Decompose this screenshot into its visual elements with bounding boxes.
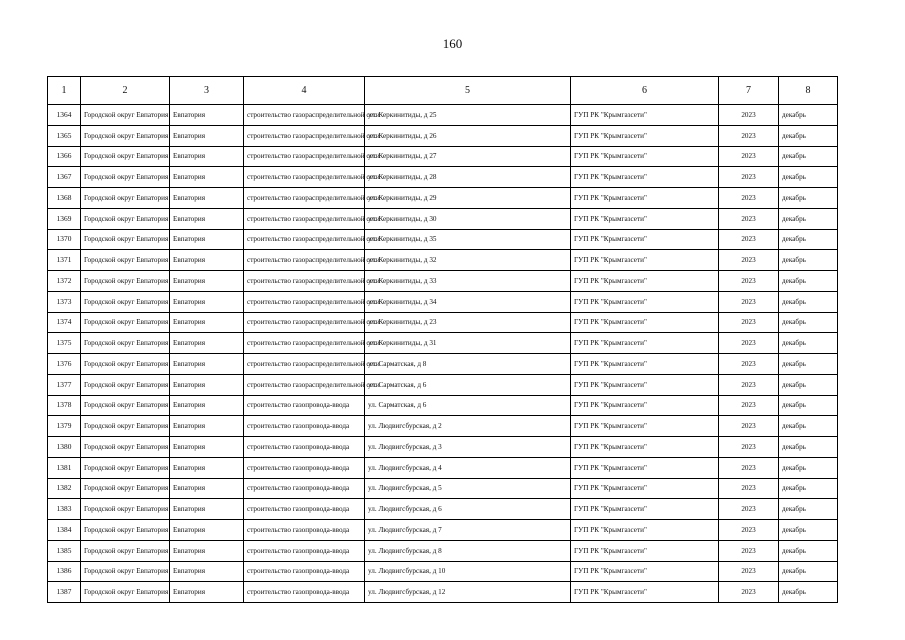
work-type-cell: строительство газораспределительной сети [244,125,365,146]
year-cell: 2023 [719,167,779,188]
work-type-cell: строительство газопровода-ввода [244,478,365,499]
district-cell: Городской округ Евпатория [81,229,170,250]
city-cell: Евпатория [170,540,244,561]
column-header: 4 [244,77,365,105]
district-cell: Городской округ Евпатория [81,520,170,541]
table-row [48,395,838,416]
year-cell: 2023 [719,561,779,582]
year-cell: 2023 [719,374,779,395]
work-type-cell: строительство газопровода-ввода [244,561,365,582]
year-cell: 2023 [719,540,779,561]
year-cell: 2023 [719,229,779,250]
row-number-cell: 1387 [48,582,81,603]
row-number-cell: 1368 [48,188,81,209]
address-cell: ул. Людвигсбурская, д 4 [365,457,571,478]
district-cell: Городской округ Евпатория [81,561,170,582]
table-row [48,437,838,458]
address-cell: ул. Керкинитиды, д 28 [365,167,571,188]
row-number-cell: 1385 [48,540,81,561]
month-cell: декабрь [779,437,838,458]
work-type-cell: строительство газораспределительной сети [244,333,365,354]
year-cell: 2023 [719,499,779,520]
address-cell: ул. Людвигсбурская, д 6 [365,499,571,520]
organization-cell: ГУП РК "Крымгазсети" [571,354,719,375]
work-type-cell: строительство газораспределительной сети [244,312,365,333]
year-cell: 2023 [719,208,779,229]
organization-cell: ГУП РК "Крымгазсети" [571,540,719,561]
month-cell: декабрь [779,146,838,167]
organization-cell: ГУП РК "Крымгазсети" [571,478,719,499]
city-cell: Евпатория [170,499,244,520]
month-cell: декабрь [779,374,838,395]
district-cell: Городской округ Евпатория [81,499,170,520]
year-cell: 2023 [719,312,779,333]
table-row [48,354,838,375]
organization-cell: ГУП РК "Крымгазсети" [571,395,719,416]
table-row [48,271,838,292]
organization-cell: ГУП РК "Крымгазсети" [571,208,719,229]
work-type-cell: строительство газопровода-ввода [244,457,365,478]
district-cell: Городской округ Евпатория [81,333,170,354]
organization-cell: ГУП РК "Крымгазсети" [571,167,719,188]
table-row [48,291,838,312]
organization-cell: ГУП РК "Крымгазсети" [571,499,719,520]
address-cell: ул. Керкинитиды, д 29 [365,188,571,209]
month-cell: декабрь [779,540,838,561]
city-cell: Евпатория [170,271,244,292]
month-cell: декабрь [779,561,838,582]
organization-cell: ГУП РК "Крымгазсети" [571,188,719,209]
city-cell: Евпатория [170,354,244,375]
year-cell: 2023 [719,520,779,541]
district-cell: Городской округ Евпатория [81,582,170,603]
table-row [48,582,838,603]
organization-cell: ГУП РК "Крымгазсети" [571,437,719,458]
month-cell: декабрь [779,416,838,437]
table-row [48,250,838,271]
city-cell: Евпатория [170,125,244,146]
address-cell: ул. Сарматская, д 8 [365,354,571,375]
work-type-cell: строительство газораспределительной сети [244,374,365,395]
address-cell: ул. Керкинитиды, д 31 [365,333,571,354]
organization-cell: ГУП РК "Крымгазсети" [571,416,719,437]
table-row [48,374,838,395]
row-number-cell: 1364 [48,105,81,126]
district-cell: Городской округ Евпатория [81,540,170,561]
month-cell: декабрь [779,105,838,126]
city-cell: Евпатория [170,229,244,250]
address-cell: ул. Керкинитиды, д 35 [365,229,571,250]
year-cell: 2023 [719,146,779,167]
city-cell: Евпатория [170,250,244,271]
table-row [48,478,838,499]
row-number-cell: 1367 [48,167,81,188]
year-cell: 2023 [719,105,779,126]
city-cell: Евпатория [170,437,244,458]
table-row [48,188,838,209]
work-type-cell: строительство газораспределительной сети [244,167,365,188]
table-row [48,229,838,250]
table-row [48,105,838,126]
address-cell: ул. Керкинитиды, д 30 [365,208,571,229]
year-cell: 2023 [719,188,779,209]
work-type-cell: строительство газопровода-ввода [244,395,365,416]
month-cell: декабрь [779,125,838,146]
row-number-cell: 1384 [48,520,81,541]
row-number-cell: 1374 [48,312,81,333]
organization-cell: ГУП РК "Крымгазсети" [571,582,719,603]
organization-cell: ГУП РК "Крымгазсети" [571,561,719,582]
year-cell: 2023 [719,582,779,603]
work-type-cell: строительство газораспределительной сети [244,208,365,229]
month-cell: декабрь [779,395,838,416]
row-number-cell: 1371 [48,250,81,271]
month-cell: декабрь [779,478,838,499]
organization-cell: ГУП РК "Крымгазсети" [571,374,719,395]
district-cell: Городской округ Евпатория [81,167,170,188]
organization-cell: ГУП РК "Крымгазсети" [571,146,719,167]
column-header: 3 [170,77,244,105]
table-body [48,105,838,603]
city-cell: Евпатория [170,333,244,354]
city-cell: Евпатория [170,146,244,167]
month-cell: декабрь [779,457,838,478]
month-cell: декабрь [779,271,838,292]
city-cell: Евпатория [170,478,244,499]
organization-cell: ГУП РК "Крымгазсети" [571,105,719,126]
district-cell: Городской округ Евпатория [81,250,170,271]
month-cell: декабрь [779,208,838,229]
district-cell: Городской округ Евпатория [81,291,170,312]
header-row [48,77,838,105]
row-number-cell: 1381 [48,457,81,478]
row-number-cell: 1377 [48,374,81,395]
work-type-cell: строительство газопровода-ввода [244,499,365,520]
organization-cell: ГУП РК "Крымгазсети" [571,271,719,292]
row-number-cell: 1386 [48,561,81,582]
work-type-cell: строительство газопровода-ввода [244,437,365,458]
month-cell: декабрь [779,291,838,312]
city-cell: Евпатория [170,561,244,582]
organization-cell: ГУП РК "Крымгазсети" [571,229,719,250]
district-cell: Городской округ Евпатория [81,354,170,375]
table-row [48,499,838,520]
table-row [48,312,838,333]
month-cell: декабрь [779,354,838,375]
column-header: 8 [779,77,838,105]
organization-cell: ГУП РК "Крымгазсети" [571,520,719,541]
column-header: 7 [719,77,779,105]
row-number-cell: 1365 [48,125,81,146]
month-cell: декабрь [779,333,838,354]
address-cell: ул. Людвигсбурская, д 7 [365,520,571,541]
table-row [48,333,838,354]
work-type-cell: строительство газораспределительной сети [244,188,365,209]
city-cell: Евпатория [170,312,244,333]
organization-cell: ГУП РК "Крымгазсети" [571,250,719,271]
row-number-cell: 1369 [48,208,81,229]
district-cell: Городской округ Евпатория [81,105,170,126]
city-cell: Евпатория [170,105,244,126]
district-cell: Городской округ Евпатория [81,395,170,416]
year-cell: 2023 [719,333,779,354]
organization-cell: ГУП РК "Крымгазсети" [571,291,719,312]
district-cell: Городской округ Евпатория [81,437,170,458]
address-cell: ул. Керкинитиды, д 34 [365,291,571,312]
column-header: 6 [571,77,719,105]
page-number: 160 [442,36,463,51]
column-header: 1 [48,77,81,105]
work-type-cell: строительство газопровода-ввода [244,520,365,541]
address-cell: ул. Керкинитиды, д 32 [365,250,571,271]
year-cell: 2023 [719,125,779,146]
address-cell: ул. Керкинитиды, д 33 [365,271,571,292]
month-cell: декабрь [779,312,838,333]
organization-cell: ГУП РК "Крымгазсети" [571,312,719,333]
row-number-cell: 1372 [48,271,81,292]
year-cell: 2023 [719,395,779,416]
row-number-cell: 1373 [48,291,81,312]
table-row [48,416,838,437]
year-cell: 2023 [719,354,779,375]
work-type-cell: строительство газораспределительной сети [244,354,365,375]
table-row [48,520,838,541]
year-cell: 2023 [719,291,779,312]
address-cell: ул. Людвигсбурская, д 2 [365,416,571,437]
table-row [48,457,838,478]
city-cell: Евпатория [170,167,244,188]
city-cell: Евпатория [170,188,244,209]
address-cell: ул. Сарматская, д 6 [365,374,571,395]
row-number-cell: 1378 [48,395,81,416]
work-type-cell: строительство газопровода-ввода [244,416,365,437]
city-cell: Евпатория [170,291,244,312]
work-type-cell: строительство газораспределительной сети [244,146,365,167]
district-cell: Городской округ Евпатория [81,146,170,167]
work-type-cell: строительство газораспределительной сети [244,271,365,292]
address-cell: ул. Людвигсбурская, д 8 [365,540,571,561]
district-cell: Городской округ Евпатория [81,125,170,146]
row-number-cell: 1366 [48,146,81,167]
table-row [48,167,838,188]
district-cell: Городской округ Евпатория [81,457,170,478]
table-row [48,540,838,561]
work-type-cell: строительство газопровода-ввода [244,582,365,603]
row-number-cell: 1382 [48,478,81,499]
work-type-cell: строительство газопровода-ввода [244,540,365,561]
address-cell: ул. Керкинитиды, д 26 [365,125,571,146]
address-cell: ул. Людвигсбурская, д 10 [365,561,571,582]
month-cell: декабрь [779,188,838,209]
table-row [48,561,838,582]
city-cell: Евпатория [170,395,244,416]
row-number-cell: 1376 [48,354,81,375]
table-row [48,125,838,146]
address-cell: ул. Керкинитиды, д 27 [365,146,571,167]
month-cell: декабрь [779,167,838,188]
address-cell: ул. Керкинитиды, д 25 [365,105,571,126]
organization-cell: ГУП РК "Крымгазсети" [571,333,719,354]
work-type-cell: строительство газораспределительной сети [244,229,365,250]
organization-cell: ГУП РК "Крымгазсети" [571,125,719,146]
address-cell: ул. Людвигсбурская, д 12 [365,582,571,603]
year-cell: 2023 [719,457,779,478]
district-cell: Городской округ Евпатория [81,188,170,209]
city-cell: Евпатория [170,416,244,437]
year-cell: 2023 [719,250,779,271]
district-cell: Городской округ Евпатория [81,271,170,292]
month-cell: декабрь [779,229,838,250]
city-cell: Евпатория [170,208,244,229]
year-cell: 2023 [719,271,779,292]
gas-works-table [47,76,838,603]
month-cell: декабрь [779,250,838,271]
row-number-cell: 1370 [48,229,81,250]
row-number-cell: 1379 [48,416,81,437]
address-cell: ул. Керкинитиды, д 23 [365,312,571,333]
city-cell: Евпатория [170,520,244,541]
table-row [48,208,838,229]
district-cell: Городской округ Евпатория [81,208,170,229]
organization-cell: ГУП РК "Крымгазсети" [571,457,719,478]
district-cell: Городской округ Евпатория [81,416,170,437]
address-cell: ул. Людвигсбурская, д 5 [365,478,571,499]
city-cell: Евпатория [170,457,244,478]
month-cell: декабрь [779,520,838,541]
district-cell: Городской округ Евпатория [81,374,170,395]
year-cell: 2023 [719,478,779,499]
city-cell: Евпатория [170,374,244,395]
district-cell: Городской округ Евпатория [81,478,170,499]
district-cell: Городской округ Евпатория [81,312,170,333]
work-type-cell: строительство газораспределительной сети [244,250,365,271]
month-cell: декабрь [779,582,838,603]
column-header: 5 [365,77,571,105]
row-number-cell: 1383 [48,499,81,520]
city-cell: Евпатория [170,582,244,603]
month-cell: декабрь [779,499,838,520]
row-number-cell: 1380 [48,437,81,458]
table-row [48,146,838,167]
work-type-cell: строительство газораспределительной сети [244,105,365,126]
address-cell: ул. Сарматская, д 6 [365,395,571,416]
column-header: 2 [81,77,170,105]
year-cell: 2023 [719,437,779,458]
row-number-cell: 1375 [48,333,81,354]
work-type-cell: строительство газораспределительной сети [244,291,365,312]
year-cell: 2023 [719,416,779,437]
address-cell: ул. Людвигсбурская, д 3 [365,437,571,458]
